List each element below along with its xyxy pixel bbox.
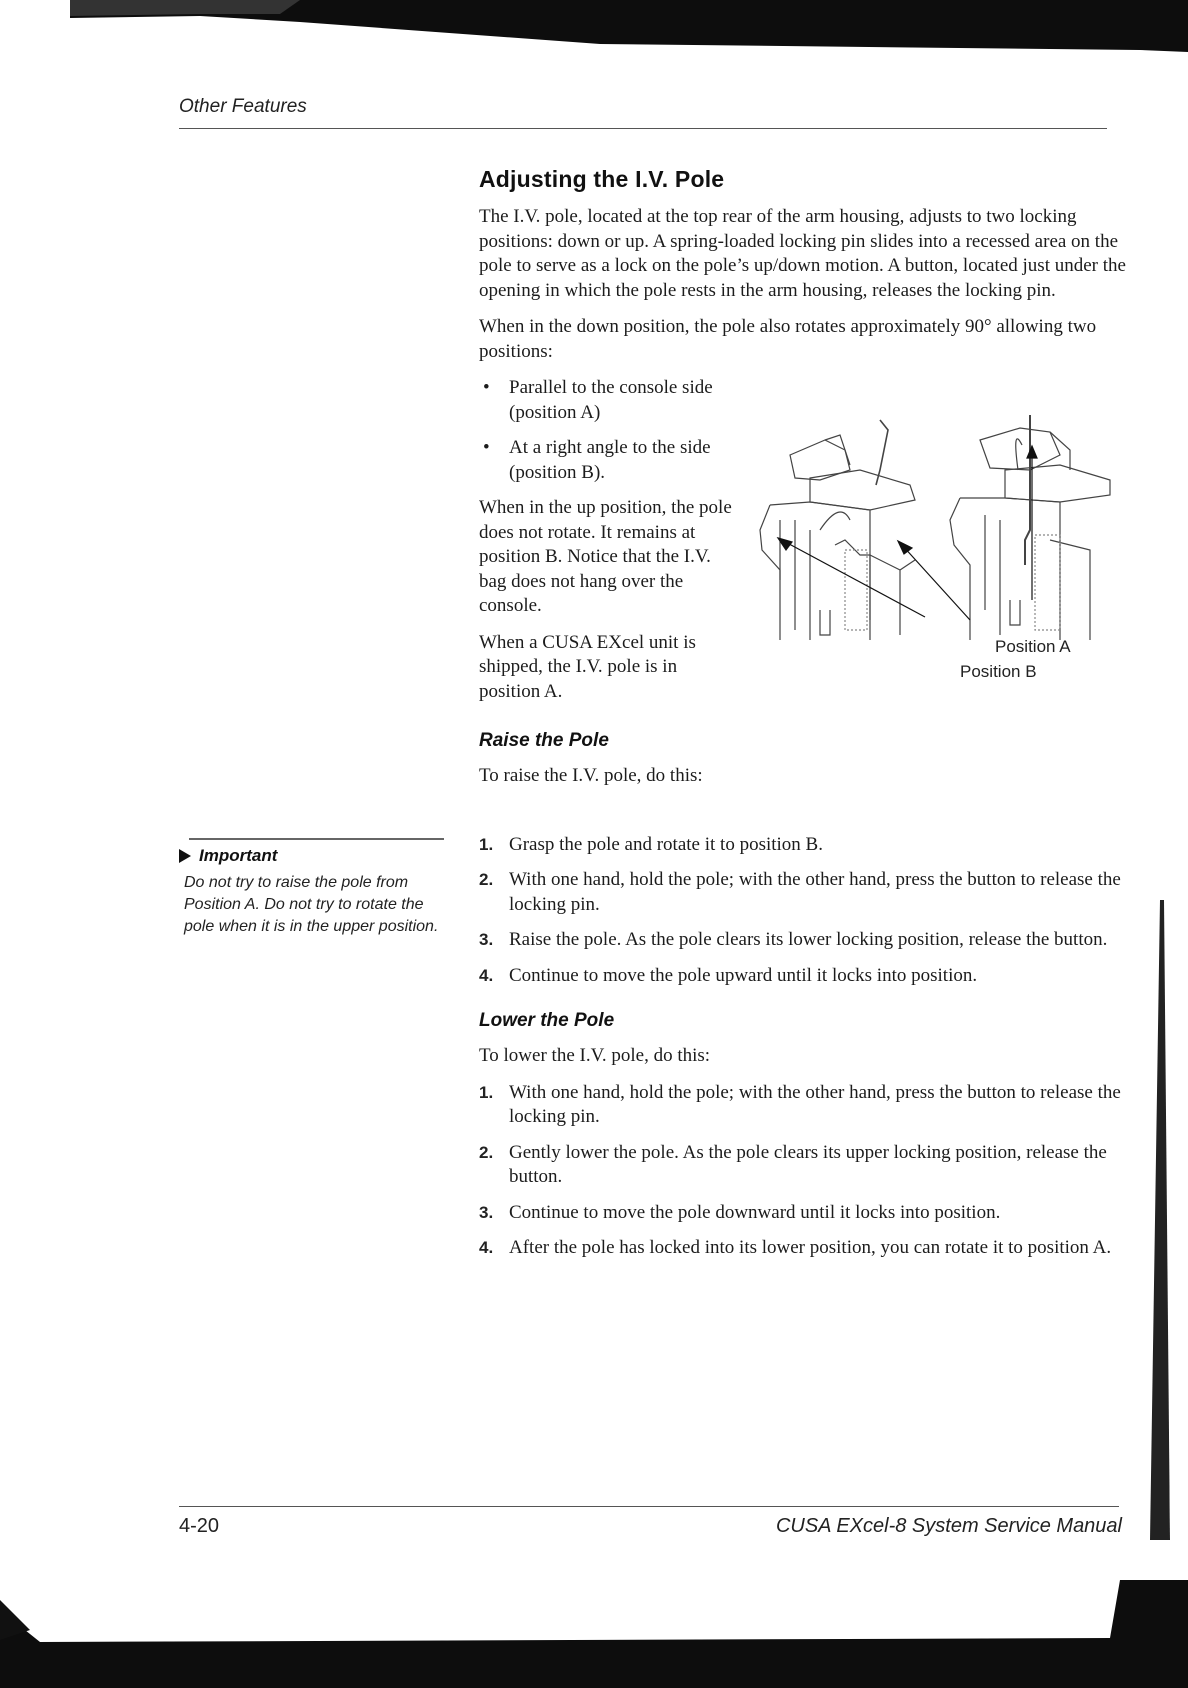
lower-steps [479,1081,1135,1261]
position-b-label: Position B [960,662,1037,681]
list-item: 2. Gently lower the pole. As the pole clears its upper locking position, release the button. [479,1141,1107,1187]
iv-pole-illustration [750,410,1145,690]
narrow-text-block [479,376,739,704]
note-heading: Important [179,846,444,866]
note-text: Do not try to raise the pole from Position A. Do not try to rotate the pole when it is in the upper position. [184,874,439,935]
iv-pole-figure [750,410,1145,690]
list-item: • Parallel to the console side (position A) [483,377,713,423]
footer-rule [179,1506,1119,1507]
lower-title: Lower the Pole [479,1010,615,1031]
list-item: • At a right angle to the side (position B). [483,437,711,483]
list-item: 1. Grasp the pole and rotate it to position B. [479,833,823,855]
scan-edge-bottom [0,1580,1188,1688]
important-note [179,838,444,938]
down-position-paragraph: When in the down position, the pole also rotates approximately 90° allowing two positions: [479,316,1097,362]
header-rule [179,128,1107,129]
page-number: 4-20 [179,1515,220,1537]
list-item: 3. Continue to move the pole downward until it locks into position. [479,1201,1001,1223]
section-title: Adjusting the I.V. Pole [479,166,725,192]
up-position-paragraph: When in the up position, the pole does not rotate. It remains at position B. Notice that the I.V. bag does not hang over the console. [479,497,732,616]
raise-intro: To raise the I.V. pole, do this: [479,765,703,786]
manual-title: CUSA EXcel-8 System Service Manual [775,1515,1122,1537]
list-item: 4. Continue to move the pole upward until it locks into position. [479,964,978,986]
list-item: 4. After the pole has locked into its lower position, you can rotate it to position A. [479,1237,1112,1258]
shipped-paragraph: When a CUSA EXcel unit is shipped, the I.V. pole is in position A. [479,631,696,702]
main-column [479,166,1135,1272]
note-rule [189,838,444,840]
raise-title: Raise the Pole [479,730,609,751]
scan-edge-top [0,0,1188,70]
raise-steps [479,833,1135,989]
position-a-label: Position A [995,637,1071,656]
list-item: 1. With one hand, hold the pole; with the other hand, press the button to release the locking pin. [479,1081,1121,1127]
running-header: Other Features [179,96,307,117]
list-item: 3. Raise the pole. As the pole clears its lower locking position, release the button. [479,929,1108,950]
triangle-arrow-icon [179,849,191,863]
lower-intro: To lower the I.V. pole, do this: [479,1045,711,1066]
list-item: 2. With one hand, hold the pole; with the other hand, press the button to release the locking pin. [479,869,1121,915]
position-list [479,376,739,485]
intro-paragraph: The I.V. pole, located at the top rear of the arm housing, adjusts to two locking positions: down or up. A spring-loaded locking pin slides into a recessed area on the pole to serve as a lock on the pole’s up/down motion. A button, located just under the opening in which the pole rests in the arm housing, releases the locking pin. [479,206,1126,301]
